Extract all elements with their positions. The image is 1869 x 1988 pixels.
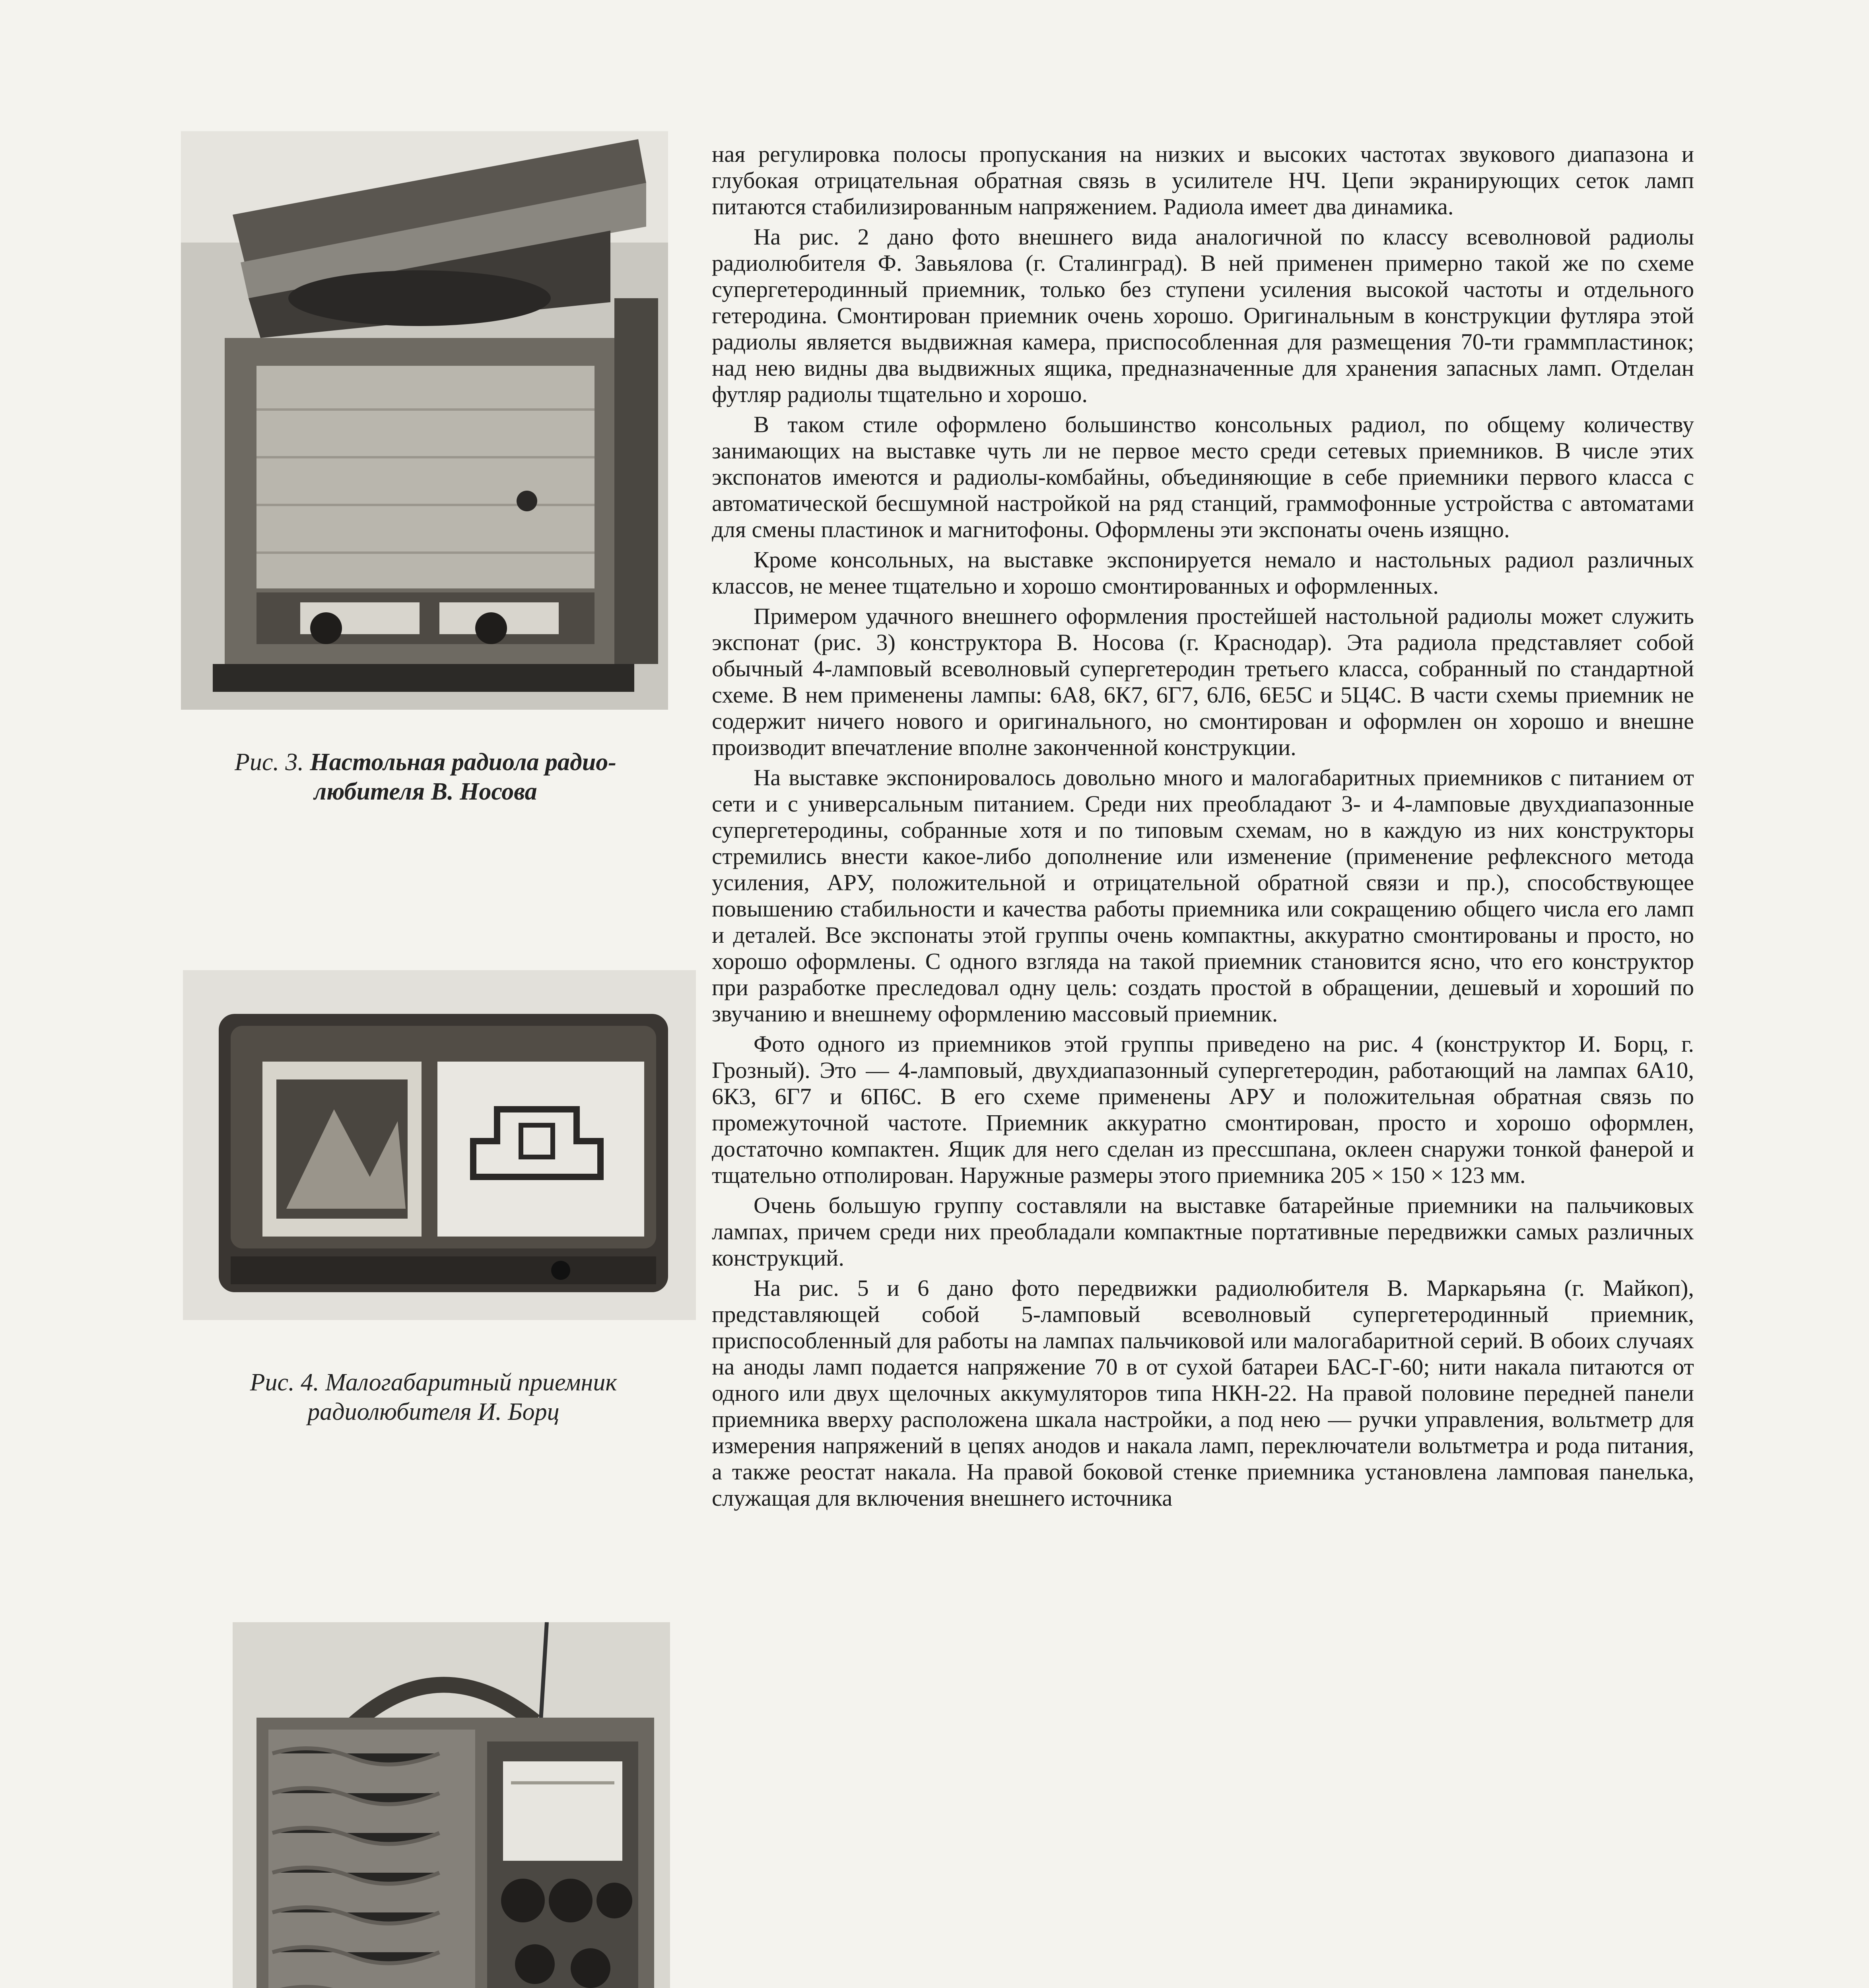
article-body [712,141,1694,1515]
figure-3-caption [159,747,692,806]
figure-4-photo [183,970,696,1320]
figure-4-caption [167,1368,700,1427]
portable-receiver-photo-icon [233,1622,670,1988]
article-paragraph: На рис. 2 дано фото внешнего вида аналогичной по классу всеволновой радиолы радиолюбителя Ф. Завьялова (г. Сталинград). В ней применен примерно такой же по схеме супергетеродинный приемник, только без ступени усиления высокой частоты и отдельного гетеродина. Смонтирован приемник очень хорошо. Оригинальным в конструкции футляра этой радиолы является выдвижная камера, приспособленная для размещения 70-ти граммпластинок; над нею видны два выдвижных ящика, предназначенные для хранения запасных ламп. Отделан футляр радиолы тщательно и хорошо. [712,224,1694,407]
figure-3-photo [181,131,668,710]
article-paragraph: Очень большую группу составляли на выставке батарейные приемники на пальчиковых лампах, причем среди них преобладали компактные портативные передвижки самых различных конструкций. [712,1192,1694,1271]
figure-3-title-line1: Настольная радиола радио- [310,749,616,776]
article-paragraph: Кроме консольных, на выставке экспонируется немало и настольных радиол различных классов, не менее тщательно и хорошо смонтированных и оформленных. [712,547,1694,599]
figure-3-title-line2: любителя В. Носова [314,778,537,805]
article-paragraph: В таком стиле оформлено большинство консольных радиол, по общему количеству занимающих на выставке чуть ли не первое место среди сетевых приемников. В числе этих экспонатов имеются и радиолы-комбайны, объединяющие в себе приемники первого класса с автоматической бесшумной настройкой на ряд станций, граммофонные устройства с автоматами для смены пластинок и магнитофоны. Оформлены эти экспонаты очень изящно. [712,412,1694,542]
article-paragraph: Примером удачного внешнего оформления простейшей настольной радиолы может служить экспонат (рис. 3) конструктора В. Носова (г. Краснодар). Эта радиола представляет собой обычный 4-ламповый всеволновый супергетеродин третьего класса, собранный по стандартной схеме. В нем применены лампы: 6А8, 6К7, 6Г7, 6Л6, 6Е5С и 5Ц4С. В части схемы приемник не содержит ничего нового и оригинального, но смонтирован и оформлен он хорошо и внешне производит впечатление вполне законченной конструкции. [712,603,1694,760]
article-paragraph: ная регулировка полосы пропускания на низких и высоких частотах звукового диапазона и глубокая отрицательная обратная связь в усилителе НЧ. Цепи экранирующих сеток ламп питаются стабилизированным напряжением. Радиола имеет два динамика. [712,141,1694,219]
radiogram-photo-icon [181,131,668,710]
article-paragraph: На рис. 5 и 6 дано фото передвижки радиолюбителя В. Маркарьяна (г. Майкоп), представляющей собой 5-ламповый всеволновый супергетеродинный приемник, приспособленный для работы на лампах пальчиковой или малогабаритной серий. В обоих случаях на аноды ламп подается напряжение 70 в от сухой батареи БАС-Г-60; нити накала питаются от одного или двух щелочных аккумуляторов типа НКН-22. На правой половине передней панели приемника вверху расположена шкала настройки, а под нею — ручки управления, вольтметр для измерения напряжений в цепях анодов и накала ламп, переключатели вольтметра и рода питания, а также реостат накала. На правой боковой стенке приемника установлена ламповая панелька, служащая для включения внешнего источника [712,1275,1694,1511]
figure-4-title-line1: Малогабаритный приемник [325,1369,617,1396]
article-paragraph: Фото одного из приемников этой группы приведено на рис. 4 (конструктор И. Борц, г. Грозный). Это — 4-ламповый, двухдиапазонный супергетеродин, работающий на лампах 6А10, 6К3, 6Г7 и 6П6С. В его схеме применены АРУ и положительная обратная связь по промежуточной частоте. Приемник аккуратно смонтирован, просто и хорошо оформлен, достаточно компактен. Ящик для него сделан из прессшпана, оклеен снаружи тонкой фанерой и тщательно отполирован. Наружные размеры этого приемника 205 × 150 × 123 мм. [712,1031,1694,1188]
figure-5-photo [233,1622,670,1988]
article-paragraph: На выставке экспонировалось довольно много и малогабаритных приемников с питанием от сети и с универсальным питанием. Среди них преобладают 3- и 4-ламповые двухдиапазонные супергетеродины, собранные хотя и по типовым схемам, но в каждую из них конструкторы стремились внести какое-либо дополнение или изменение (применение рефлексного метода усиления, АРУ, положительной и отрицательной обратной связи и пр.), способствующее повышению стабильности и качества работы приемника или сокращению общего числа его ламп и деталей. Все экспонаты этой группы очень компактны, аккуратно смонтированы и просто, но хорошо оформлены. С одного взгляда на такой приемник становится ясно, что его конструктор при разработке преследовал одну цель: создать простой в обращении, дешевый и хороший по звучанию и внешнему оформлению массовый приемник. [712,765,1694,1027]
figure-4-title-line2: радиолюбителя И. Борц [307,1398,560,1425]
figure-4-label: Рис. 4. [250,1369,319,1396]
compact-receiver-photo-icon [183,970,696,1320]
figure-3-label: Рис. 3. [235,749,304,776]
